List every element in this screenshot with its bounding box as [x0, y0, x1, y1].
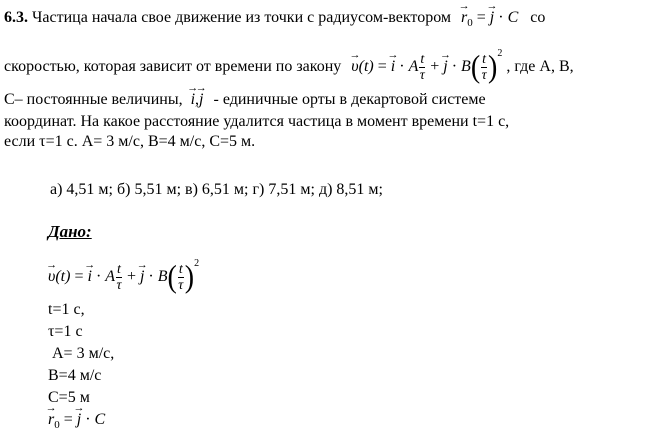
given-formula	[48, 258, 200, 295]
power-2: 2	[497, 48, 503, 59]
problem-text-3-end: - единичные орты в декартовой системе	[213, 91, 486, 108]
problem-text-1-end: со	[530, 9, 546, 26]
left-paren-2: (	[167, 259, 177, 295]
given-a: А= 3 м/с,	[52, 345, 115, 362]
answer-options: а) 4,51 м; б) 5,51 м; в) 6,51 м; г) 7,51 м; д) 8,51 м;	[50, 181, 383, 198]
given-r0	[48, 410, 105, 431]
problem-text-2: скоростью, которая зависит от времени по закону	[4, 58, 342, 76]
given-tau: τ=1 с	[48, 323, 83, 340]
equals-sign-4: =	[63, 411, 73, 428]
vector-j-5: → j	[77, 410, 81, 430]
problem-line-5: если τ=1 с. А= 3 м/с, В=4 м/с, С=5 м.	[4, 133, 256, 150]
vector-j: → j	[490, 8, 494, 28]
equals-sign-3: =	[74, 268, 84, 286]
r-subscript-2: 0	[54, 419, 60, 431]
power-2-b: 2	[194, 258, 200, 269]
equals-sign: =	[476, 9, 486, 26]
problem-number: 6.3.	[4, 9, 28, 26]
vector-r-2: → r	[48, 410, 54, 430]
dot-sign-3: ·	[451, 58, 458, 76]
vector-j-4: → j	[140, 267, 144, 287]
const-c-2: C	[94, 411, 106, 428]
t-arg-2: (t)	[55, 268, 71, 286]
const-a-2: A	[105, 268, 116, 286]
vector-r: → r	[461, 8, 467, 28]
plus-sign-2: +	[126, 268, 136, 286]
t-arg: (t)	[358, 58, 374, 76]
problem-line-1	[4, 8, 545, 29]
fraction-t-tau: $\frac{t}{\tau}$	[419, 52, 425, 83]
fraction-t-tau-3: $\frac{t}{\tau}$	[116, 262, 122, 293]
vector-j-2: → j	[443, 57, 447, 77]
problem-line-4: координат. На какое расстояние удалится частица в момент времени t=1 с,	[4, 113, 510, 130]
left-paren: (	[470, 49, 481, 85]
equals-sign-2: =	[377, 58, 387, 76]
vector-j-3: → j	[199, 90, 203, 110]
vector-v: → υ	[351, 57, 358, 77]
given-title: Дано:	[48, 222, 92, 241]
comma: ,	[195, 91, 200, 108]
problem-text-1: Частица начала свое движение из точки с радиусом-вектором	[32, 9, 452, 26]
formula-velocity	[351, 48, 506, 85]
dot-sign-2: ·	[399, 58, 405, 76]
dot-sign-4: ·	[95, 268, 102, 286]
problem-text-3: С– постоянные величины,	[4, 91, 183, 108]
vector-i-3: → i	[87, 267, 91, 287]
given-t: t=1 с,	[48, 301, 85, 318]
problem-line-2	[4, 48, 574, 85]
vector-i: → i	[391, 57, 395, 77]
given-b: В=4 м/с	[48, 367, 102, 384]
dot-sign: ·	[498, 9, 504, 26]
const-b: B	[461, 58, 471, 76]
r-subscript: 0	[467, 17, 473, 29]
plus-sign: +	[430, 58, 440, 76]
const-b-2: B	[157, 268, 168, 286]
problem-text-2-end: , где А, В,	[506, 58, 574, 76]
const-a: A	[408, 58, 419, 76]
dot-sign-6: ·	[85, 411, 91, 428]
vector-i-2: → i	[191, 90, 195, 110]
given-c: С=5 м	[48, 389, 90, 406]
dot-sign-5: ·	[148, 268, 154, 286]
fraction-t-tau-4: $\frac{t}{\tau}$	[178, 262, 184, 293]
formula-r0	[461, 9, 522, 29]
fraction-t-tau-2: $\frac{t}{\tau}$	[481, 52, 487, 83]
const-c: C	[507, 9, 519, 26]
right-paren: )	[488, 49, 498, 85]
problem-line-3	[4, 90, 486, 110]
vector-v-2: → υ	[48, 267, 55, 287]
right-paren-2: )	[184, 259, 195, 295]
